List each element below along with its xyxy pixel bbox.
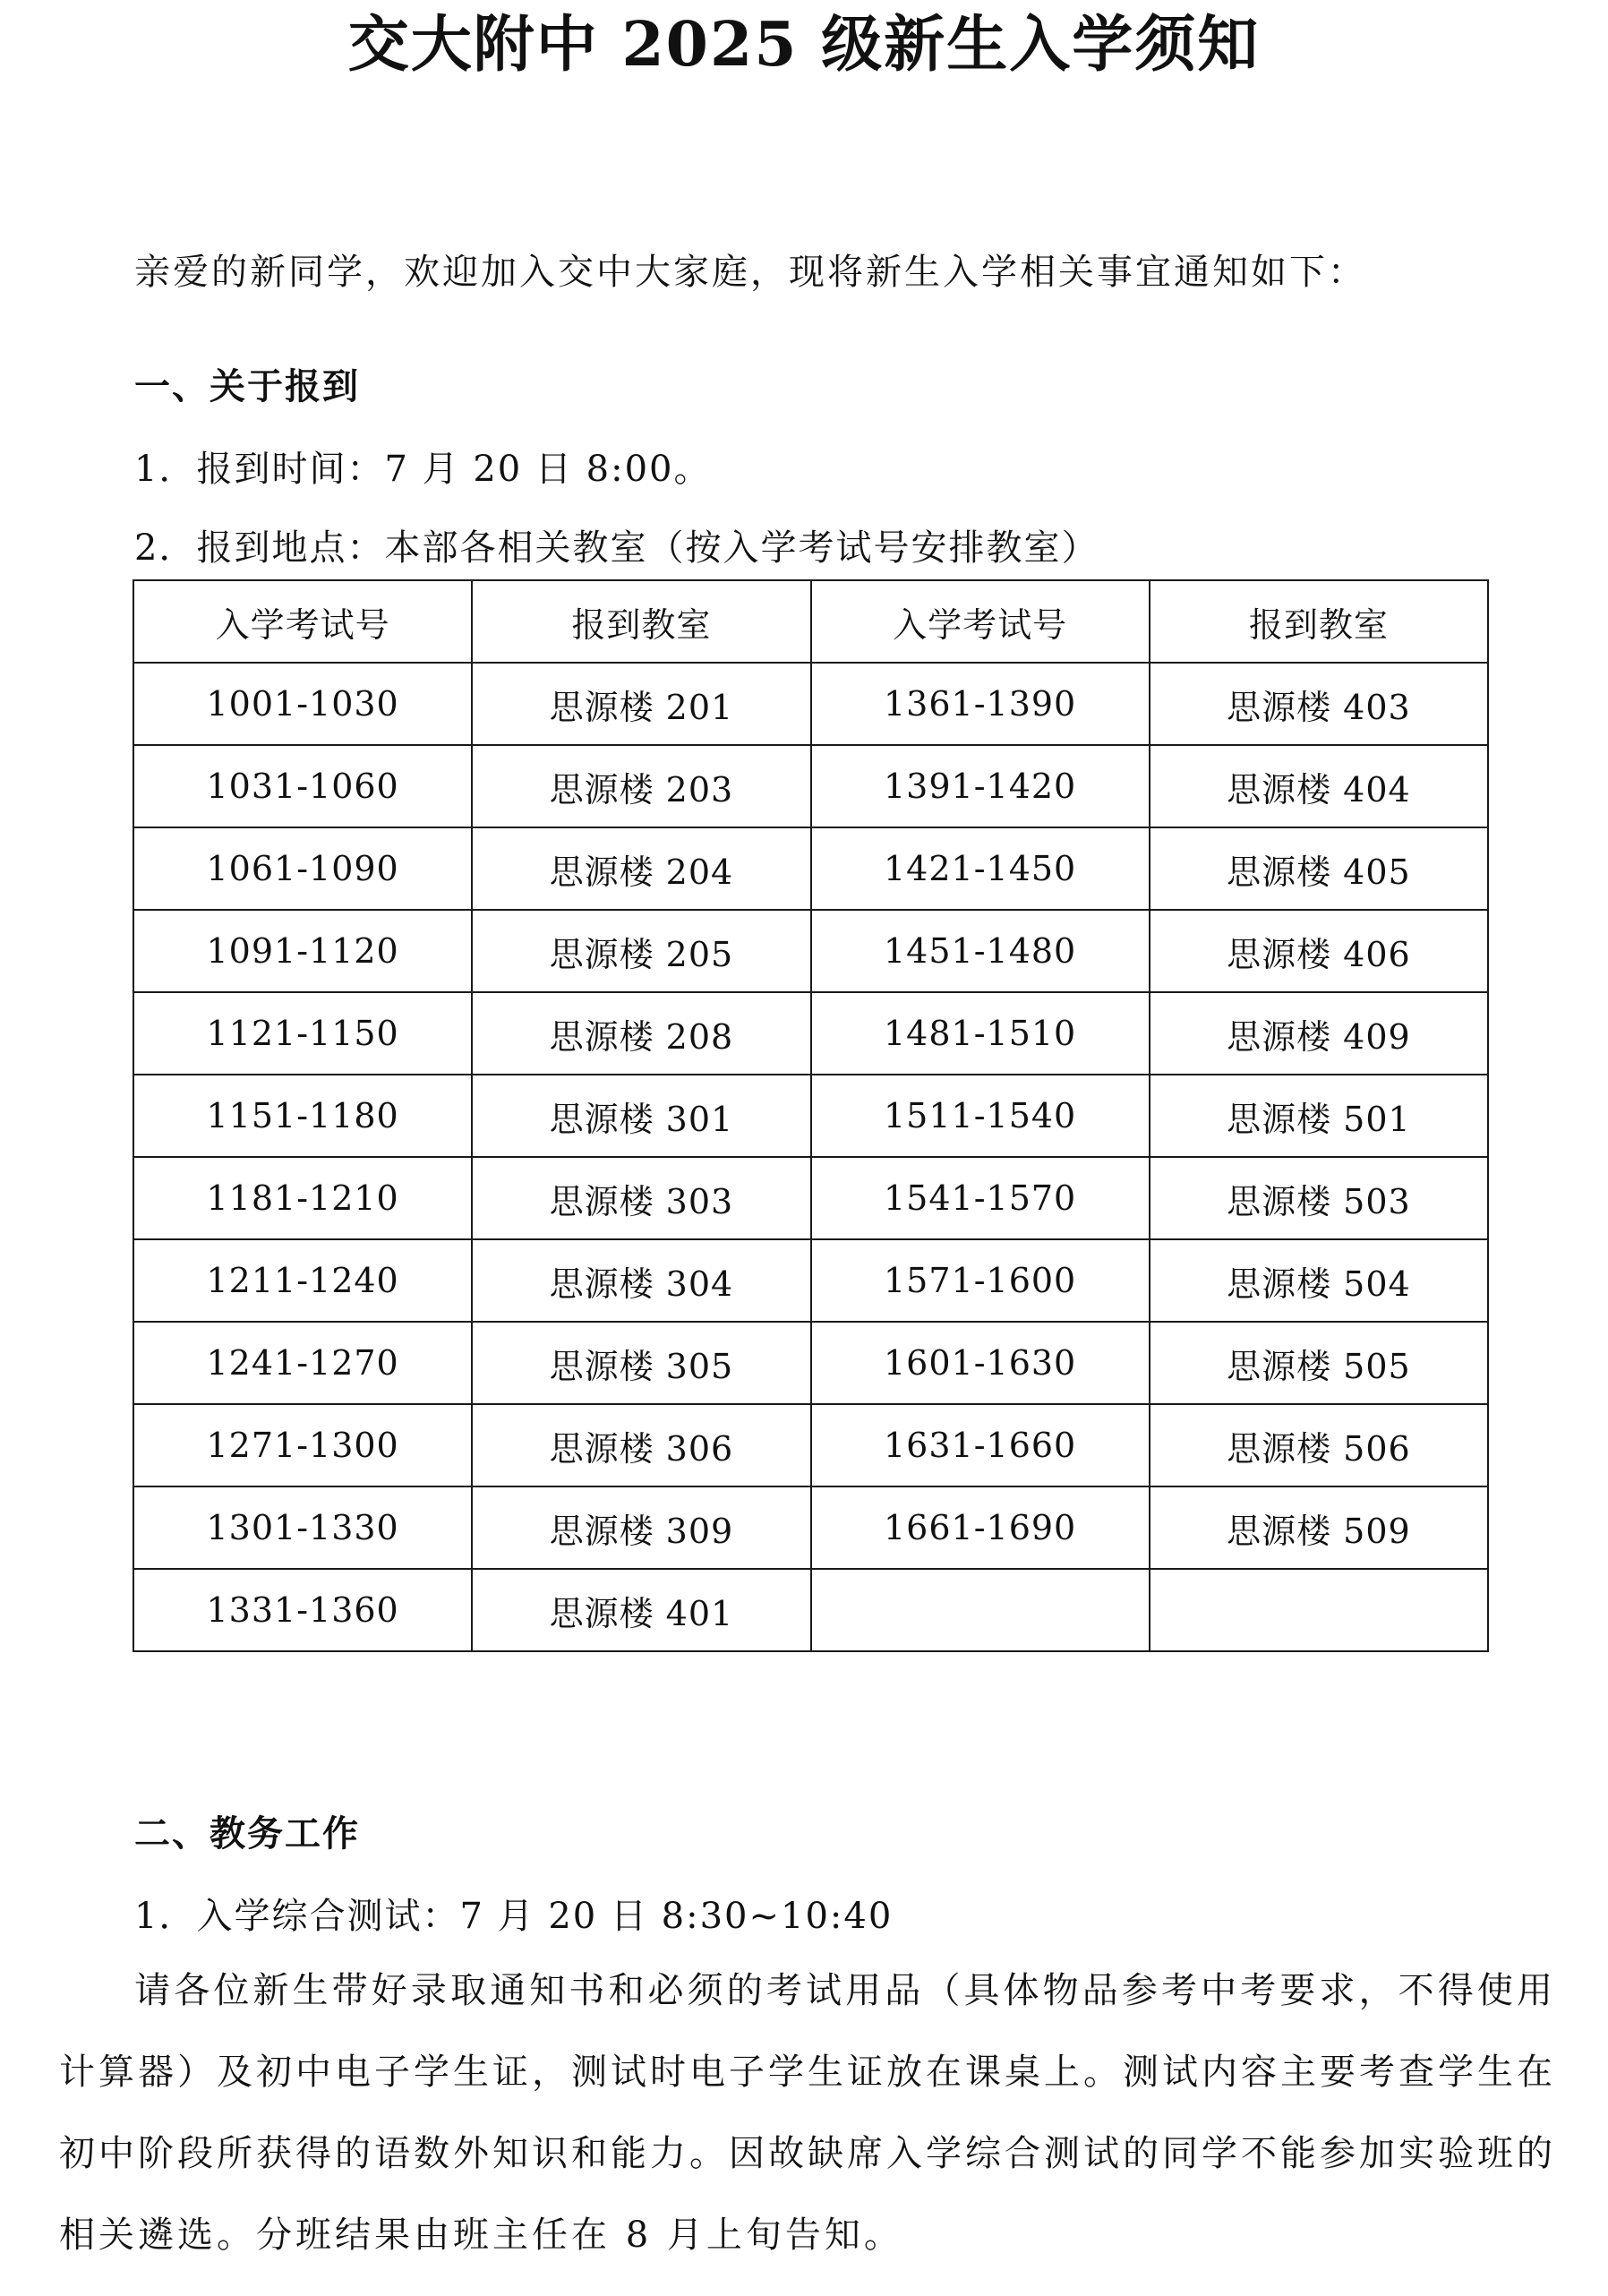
exam-number-range-cell: 1481-1510 xyxy=(811,992,1150,1075)
classroom-cell: 思源楼 403 xyxy=(1150,663,1488,745)
table-row xyxy=(133,1322,1488,1404)
classroom-cell: 思源楼 401 xyxy=(472,1569,810,1651)
classroom-cell: 思源楼 306 xyxy=(472,1404,810,1486)
exam-number-range-cell: 1451-1480 xyxy=(811,910,1150,992)
classroom-cell: 思源楼 204 xyxy=(472,827,810,910)
entrance-test-paragraph xyxy=(59,1950,1556,2276)
classroom-cell: 思源楼 409 xyxy=(1150,992,1488,1075)
section-1-heading: 一、关于报到 xyxy=(134,365,360,407)
document-title: 交大附中 2025 级新生入学须知 xyxy=(347,9,1261,81)
exam-number-range-cell: 1031-1060 xyxy=(133,745,472,827)
table-row xyxy=(133,910,1488,992)
classroom-cell: 思源楼 203 xyxy=(472,745,810,827)
classroom-cell: 思源楼 506 xyxy=(1150,1404,1488,1486)
table-body xyxy=(133,663,1488,1651)
table-row xyxy=(133,1486,1488,1569)
greeting: 亲爱的新同学，欢迎加入交中大家庭，现将新生入学相关事宜通知如下： xyxy=(134,252,1366,293)
section-2-heading: 二、教务工作 xyxy=(134,1812,360,1855)
classroom-cell: 思源楼 304 xyxy=(472,1239,810,1322)
column-header-exam-number: 入学考试号 xyxy=(133,580,472,663)
exam-number-range-cell: 1301-1330 xyxy=(133,1486,472,1569)
exam-number-range-cell: 1271-1300 xyxy=(133,1404,472,1486)
table-header-row xyxy=(133,580,1488,663)
table-row xyxy=(133,1075,1488,1157)
entrance-test-paragraph-text: 请各位新生带好录取通知书和必须的考试用品（具体物品参考中考要求，不得使用计算器）及初中电子学生证，测试时电子学生证放在课桌上。测试内容主要考查学生在初中阶段所获得的语数外知识和能力。因故缺席入学综合测试的同学不能参加实验班的相关遴选。分班结果由班主任在 8 月上旬告知。 xyxy=(59,1970,1556,2256)
table-row xyxy=(133,663,1488,745)
classroom-cell: 思源楼 505 xyxy=(1150,1322,1488,1404)
check-in-time: 1．报到时间：7 月 20 日 8:00。 xyxy=(134,449,712,490)
exam-number-range-cell: 1541-1570 xyxy=(811,1157,1150,1239)
classroom-cell: 思源楼 208 xyxy=(472,992,810,1075)
table-row xyxy=(133,745,1488,827)
classroom-cell: 思源楼 405 xyxy=(1150,827,1488,910)
column-header-classroom: 报到教室 xyxy=(472,580,810,663)
check-in-location: 2．报到地点：本部各相关教室（按入学考试号安排教室） xyxy=(134,527,1099,569)
exam-number-range-cell: 1121-1150 xyxy=(133,992,472,1075)
exam-number-range-cell: 1061-1090 xyxy=(133,827,472,910)
exam-number-range-cell: 1511-1540 xyxy=(811,1075,1150,1157)
classroom-cell: 思源楼 309 xyxy=(472,1486,810,1569)
table-row xyxy=(133,1404,1488,1486)
exam-number-range-cell: 1331-1360 xyxy=(133,1569,472,1651)
table-row xyxy=(133,827,1488,910)
exam-number-range-cell: 1631-1660 xyxy=(811,1404,1150,1486)
table-row xyxy=(133,992,1488,1075)
column-header-classroom: 报到教室 xyxy=(1150,580,1488,663)
classroom-cell: 思源楼 501 xyxy=(1150,1075,1488,1157)
classroom-cell: 思源楼 509 xyxy=(1150,1486,1488,1569)
classroom-cell: 思源楼 503 xyxy=(1150,1157,1488,1239)
classroom-assignment-table xyxy=(133,579,1489,1652)
classroom-cell: 思源楼 504 xyxy=(1150,1239,1488,1322)
table-row xyxy=(133,1157,1488,1239)
exam-number-range-cell: 1091-1120 xyxy=(133,910,472,992)
exam-number-range-cell: 1151-1180 xyxy=(133,1075,472,1157)
exam-number-range-cell: 1661-1690 xyxy=(811,1486,1150,1569)
classroom-cell xyxy=(1150,1569,1488,1651)
column-header-exam-number: 入学考试号 xyxy=(811,580,1150,663)
classroom-cell: 思源楼 305 xyxy=(472,1322,810,1404)
classroom-cell: 思源楼 201 xyxy=(472,663,810,745)
exam-number-range-cell: 1391-1420 xyxy=(811,745,1150,827)
classroom-cell: 思源楼 404 xyxy=(1150,745,1488,827)
exam-number-range-cell: 1181-1210 xyxy=(133,1157,472,1239)
table-row xyxy=(133,1239,1488,1322)
exam-number-range-cell: 1571-1600 xyxy=(811,1239,1150,1322)
classroom-cell: 思源楼 301 xyxy=(472,1075,810,1157)
exam-number-range-cell: 1361-1390 xyxy=(811,663,1150,745)
exam-number-range-cell: 1001-1030 xyxy=(133,663,472,745)
classroom-cell: 思源楼 303 xyxy=(472,1157,810,1239)
classroom-cell: 思源楼 205 xyxy=(472,910,810,992)
exam-number-range-cell xyxy=(811,1569,1150,1651)
table-row xyxy=(133,1569,1488,1651)
exam-number-range-cell: 1601-1630 xyxy=(811,1322,1150,1404)
entrance-test-time: 1．入学综合测试：7 月 20 日 8:30~10:40 xyxy=(134,1896,894,1937)
exam-number-range-cell: 1241-1270 xyxy=(133,1322,472,1404)
exam-number-range-cell: 1421-1450 xyxy=(811,827,1150,910)
classroom-cell: 思源楼 406 xyxy=(1150,910,1488,992)
exam-number-range-cell: 1211-1240 xyxy=(133,1239,472,1322)
